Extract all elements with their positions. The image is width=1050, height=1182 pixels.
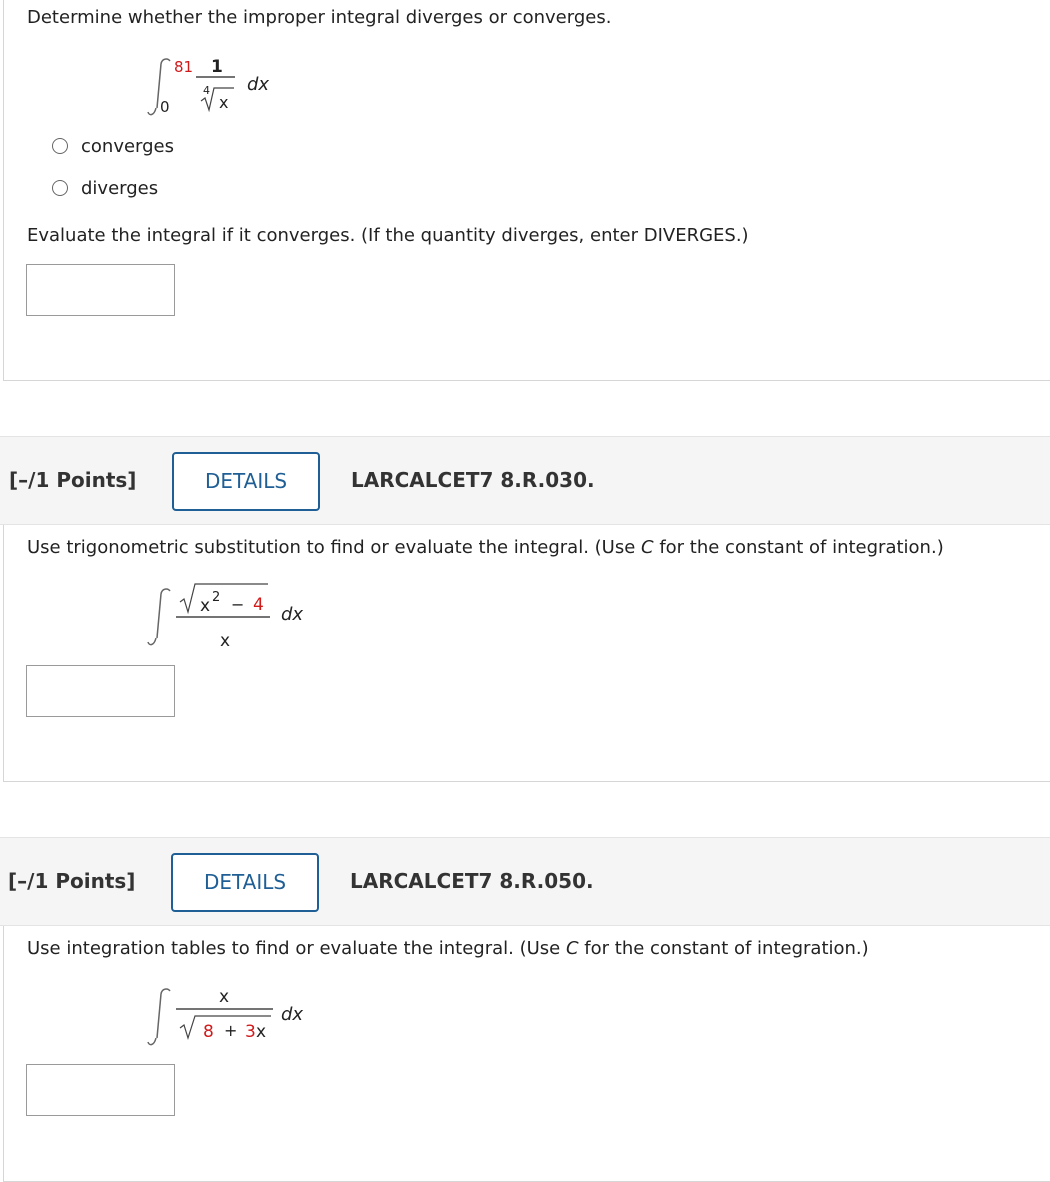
question-2-prompt: Use trigonometric substitution to find or evaluate the integral. (Use C for the constant of integration.) bbox=[27, 537, 944, 558]
points-label: [–/1 Points] bbox=[8, 869, 136, 893]
question-1-answer-input[interactable] bbox=[26, 264, 175, 316]
lower-limit: 0 bbox=[160, 98, 170, 116]
option-label: converges bbox=[81, 135, 175, 157]
question-3-integral bbox=[140, 978, 320, 1052]
denominator-constant: 8 bbox=[203, 1022, 214, 1042]
radio-icon[interactable] bbox=[52, 180, 68, 196]
numerator-exponent: 2 bbox=[212, 590, 221, 605]
numerator: x bbox=[219, 987, 230, 1007]
denominator-variable: x bbox=[256, 1022, 267, 1042]
question-2-panel bbox=[3, 525, 1050, 782]
integral-sign-icon bbox=[148, 108, 156, 115]
root-index: 4 bbox=[203, 84, 210, 97]
numerator-base: x bbox=[200, 596, 211, 616]
question-3-panel bbox=[3, 926, 1050, 1182]
details-button[interactable]: DETAILS bbox=[171, 853, 319, 912]
numerator-operator: − bbox=[231, 595, 245, 614]
question-code: LARCALCET7 8.R.050. bbox=[350, 869, 594, 893]
question-code: LARCALCET7 8.R.030. bbox=[351, 468, 595, 492]
differential: dx bbox=[281, 1004, 304, 1025]
upper-limit: 81 bbox=[174, 58, 194, 76]
question-3-header bbox=[0, 837, 1050, 926]
details-button[interactable]: DETAILS bbox=[172, 452, 320, 511]
question-3-prompt: Use integration tables to find or evaluate the integral. (Use C for the constant of integration.) bbox=[27, 938, 869, 959]
question-1-prompt: Determine whether the improper integral diverges or converges. bbox=[27, 7, 612, 28]
question-1-integral bbox=[140, 50, 300, 122]
points-label: [–/1 Points] bbox=[9, 468, 137, 492]
denominator-operator: + bbox=[224, 1021, 238, 1040]
question-3-answer-input[interactable] bbox=[26, 1064, 175, 1116]
differential: dx bbox=[281, 604, 304, 625]
numerator: 1 bbox=[211, 57, 223, 77]
option-converges[interactable] bbox=[52, 135, 174, 157]
question-2-answer-input[interactable] bbox=[26, 665, 175, 717]
option-diverges[interactable] bbox=[52, 177, 158, 199]
option-label: diverges bbox=[81, 177, 159, 199]
integral-sign-icon bbox=[148, 638, 156, 645]
denominator-coefficient: 3 bbox=[245, 1022, 256, 1042]
numerator-constant: 4 bbox=[253, 595, 264, 615]
radio-icon[interactable] bbox=[52, 138, 68, 154]
question-1-evaluate-prompt: Evaluate the integral if it converges. (If the quantity diverges, enter DIVERGES.) bbox=[27, 225, 749, 246]
question-2-header bbox=[0, 436, 1050, 525]
radicand: x bbox=[219, 93, 229, 112]
question-2-integral bbox=[140, 578, 320, 652]
integral-sign-icon bbox=[148, 1038, 156, 1045]
denominator: x bbox=[220, 631, 231, 651]
differential: dx bbox=[247, 74, 270, 95]
